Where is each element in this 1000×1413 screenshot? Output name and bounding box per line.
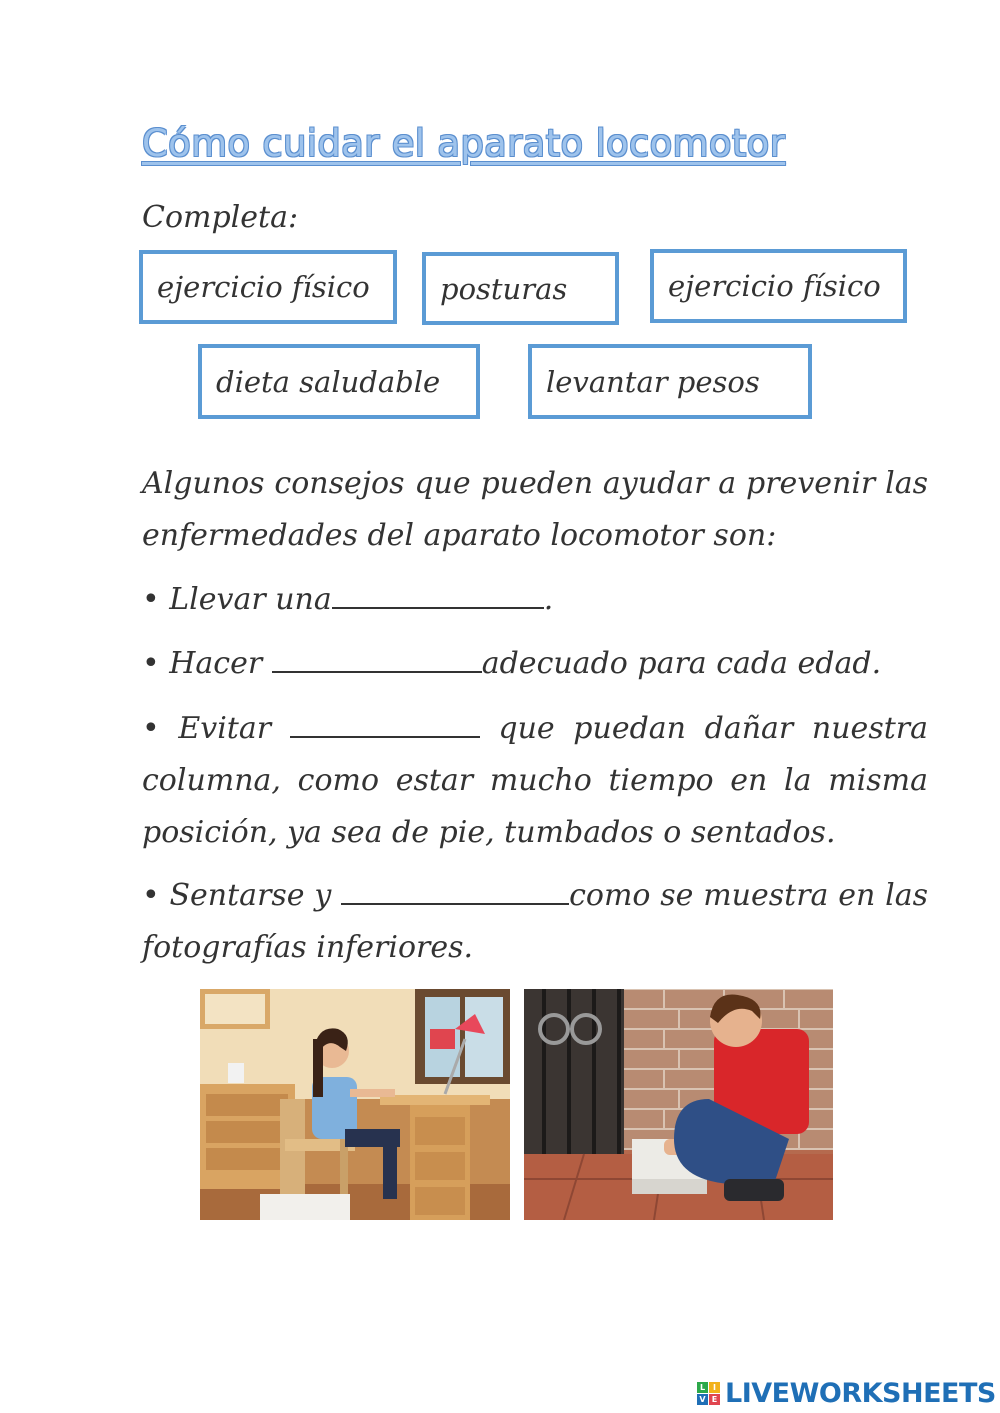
item-2-before: • Hacer <box>142 646 272 681</box>
item-3 <box>142 703 928 859</box>
blank-2[interactable] <box>272 647 482 673</box>
logo-mark-icon: L I V E <box>697 1382 720 1405</box>
word-bank-item[interactable]: levantar pesos <box>528 344 812 419</box>
page-title: Cómo cuidar el aparato locomotor <box>142 122 786 165</box>
brand-name: LIVEWORKSHEETS <box>725 1378 996 1409</box>
boy-lifting-illustration <box>524 989 833 1220</box>
item-3-after: que puedan dañar nuestra columna, como estar mucho tiempo en la misma posición, ya sea de pie, tumbados o sentados. <box>142 711 928 850</box>
item-4-before: • Sentarse y <box>142 878 342 913</box>
item-1 <box>142 574 928 626</box>
blank-4[interactable] <box>341 879 569 905</box>
item-3-before: • Evitar <box>142 711 290 746</box>
word-bank-item[interactable]: ejercicio físico <box>139 250 397 324</box>
item-1-after: . <box>543 582 554 617</box>
item-2-after: adecuado para cada edad. <box>481 646 882 681</box>
instruction: Completa: <box>142 200 299 235</box>
intro-text: Algunos consejos que pueden ayudar a prevenir las enfermedades del aparato locomotor son: <box>142 466 928 553</box>
blank-1[interactable] <box>332 583 544 609</box>
photo-girl-sitting <box>200 989 510 1220</box>
item-4 <box>142 870 928 974</box>
item-4-after: como se muestra en las fotografías inferiores. <box>142 878 928 965</box>
blank-3[interactable] <box>290 712 480 738</box>
girl-sitting-illustration <box>200 989 510 1220</box>
photo-boy-lifting <box>524 989 833 1220</box>
word-bank-item[interactable]: ejercicio físico <box>650 249 907 323</box>
item-2 <box>142 638 928 690</box>
liveworksheets-logo <box>697 1378 996 1409</box>
word-bank-item[interactable]: posturas <box>422 252 619 325</box>
item-1-before: • Llevar una <box>142 582 332 617</box>
word-bank-item[interactable]: dieta saludable <box>198 344 480 419</box>
